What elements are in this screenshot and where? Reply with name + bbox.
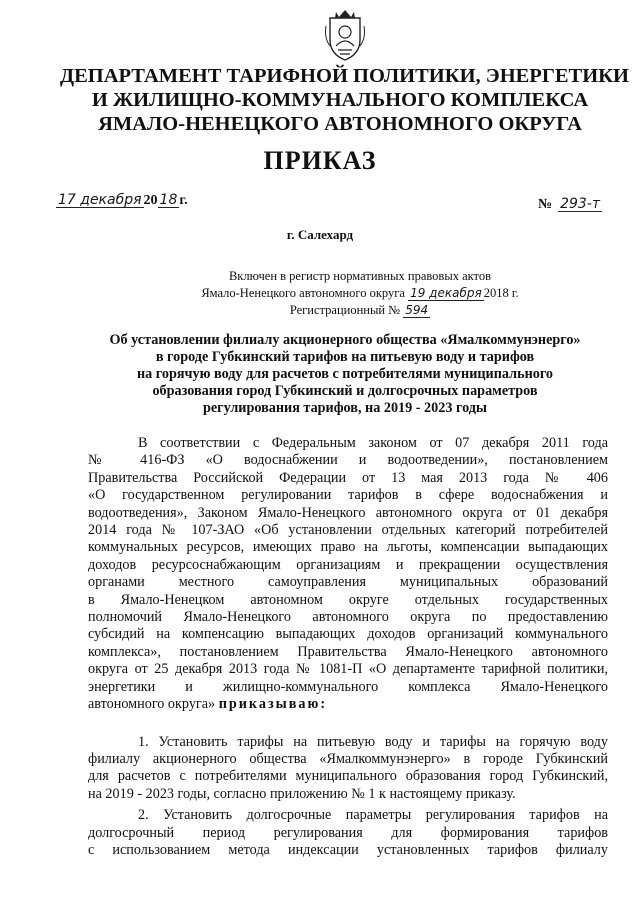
body-line: комплекса», постановлением Правительства Ямало-Ненецкого автономного [88,643,608,660]
registry-stamp [170,268,550,319]
body-line: В соответствии с Федеральным законом от 07 декабря 2011 года [138,435,608,451]
subject-line: образования город Губкинский и долгосрочных параметров [152,383,538,399]
subject-line: на горячую воду для расчетов с потребителями муниципального [136,366,554,382]
body-line: долгосрочный период регулирования для формирования тарифов [88,824,608,841]
handwritten-registry-number: 594 [405,303,429,317]
body-line: в Ямало-Ненецком автономном округе отдельных государственных [88,591,608,608]
registry-line [170,285,550,302]
order-date [56,193,188,209]
point-2 [88,807,608,859]
registry-text: Ямало-Ненецкого автономного округа [201,286,405,300]
order-subject [80,332,610,417]
subject-line: Об установлении филиалу акционерного общества «Ямалкоммунэнерго» [109,332,581,348]
department-line: ЯМАЛО-НЕНЕЦКОГО АВТОНОМНОГО ОКРУГА [98,113,582,135]
body-line: полномочий Ямало-Ненецкого автономного округа по предоставлению [88,609,608,626]
registry-line: Включен в регистр нормативных правовых актов [228,269,492,283]
body-line: доходов ресурсоснабжающим организациям и прекращении осуществления [88,556,608,573]
registry-text: Регистрационный № [289,303,401,317]
point-1 [88,734,608,804]
date-suffix: г. [179,193,188,208]
body-line: для расчетов с потребителями муниципального образования город Губкинский, [88,768,608,785]
order-word: приказываю: [218,696,328,713]
body-line: округа от 25 декабря 2013 года № 1081-П «О департаменте тарифной политики, [88,661,608,678]
body-line: филиалу акционерного общества «Ямалкоммунэнерго» в городе Губкинский [88,750,608,767]
subject-line: в городе Губкинский тарифов на питьевую воду и тарифов [155,349,535,365]
department-line: И ЖИЛИЩНО-КОММУНАЛЬНОГО КОМПЛЕКСА [91,89,589,111]
body-line: Правительства Российской Федерации от 13 мая 2013 года № 406 [88,469,608,486]
body-line: 1. Установить тарифы на питьевую воду и тарифы на горячую воду [138,733,608,750]
registry-text: 2018 г. [483,286,519,300]
preamble [88,435,608,714]
city: г. Салехард [286,227,354,242]
handwritten-number: 293-т [560,196,601,212]
body-line [88,696,608,713]
document-type-title: ПРИКАЗ [263,146,377,175]
body-line: 2. Установить долгосрочные параметры регулирования тарифов на [138,807,608,824]
body-line: водоотведения», Законом Ямало-Ненецкого автономного округа от 01 декабря [88,504,608,521]
handwritten-year: 18 [159,192,178,208]
body-line: коммунальных ресурсов, имеющих право на льготы, компенсации выпадающих [88,539,608,556]
body-text: автономного округа» [88,696,216,713]
body-line: № 416-ФЗ «О водоснабжении и водоотведении», постановлением [88,452,608,469]
handwritten-registry-date: 19 декабря [410,286,482,300]
date-year-prefix: 20 [143,193,158,208]
order-number [538,197,602,213]
number-label: № [538,197,553,212]
body-line: органами местного самоуправления муниципальных образований [88,574,608,591]
body-line: с использованием метода индексации установленных тарифов филиалу [88,841,608,858]
registry-line [170,302,550,319]
coat-of-arms-icon [322,6,368,62]
order-body [88,435,608,859]
body-line: 2014 года № 107-ЗАО «Об установлении отдельных категорий потребителей [88,522,608,539]
department-line: ДЕПАРТАМЕНТ ТАРИФНОЙ ПОЛИТИКИ, ЭНЕРГЕТИКИ [60,65,629,87]
body-line: энергетики и жилищно-коммунального комплекса Ямало-Ненецкого [88,678,608,695]
body-line: на 2019 - 2023 годы, согласно приложению № 1 к настоящему приказу. [88,785,516,802]
body-line: субсидий на компенсацию выпадающих доходов организаций коммунального [88,626,608,643]
subject-line: регулирования тарифов, на 2019 - 2023 годы [202,400,488,416]
department-name [60,64,629,136]
handwritten-date: 17 декабря [58,192,142,208]
body-line: «О государственном регулировании тарифов в сфере водоснабжения и [88,487,608,504]
